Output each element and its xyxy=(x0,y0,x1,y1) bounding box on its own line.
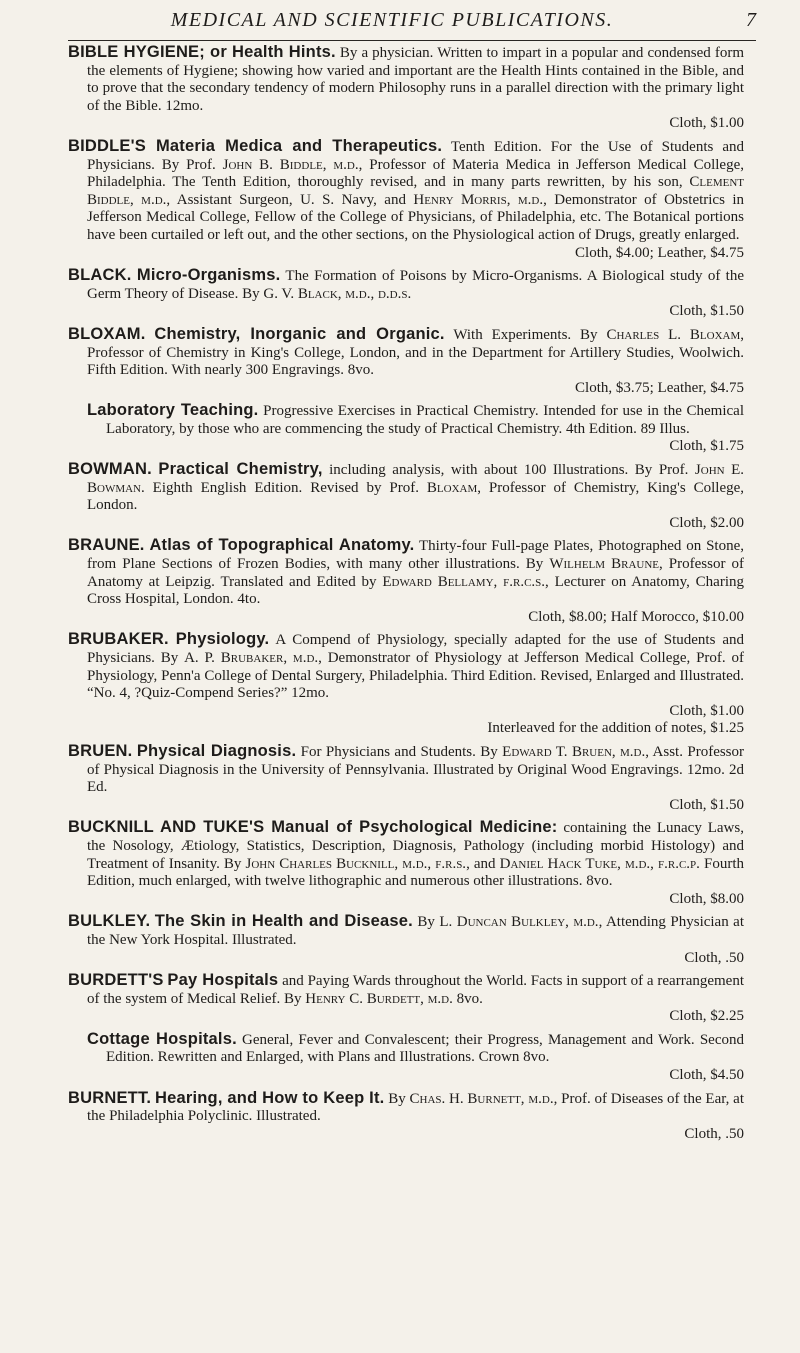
entry-heading: BOWMAN. xyxy=(68,460,152,479)
entry-author: Clement Biddle, m.d. xyxy=(87,174,744,208)
catalog-entry-burnett xyxy=(68,1090,744,1144)
entry-description: , Professor of Chemistry in King's College, London, and in the Department for Artillery Studies, Woolwich. Fifth Edition. With nearly 300 Engravings. 8vo. xyxy=(87,326,745,379)
entry-title: The Skin in Health and Disease. xyxy=(154,912,413,931)
entry-heading: BLACK. xyxy=(68,266,132,285)
entry-author: G. V. Black, m.d., d.d.s. xyxy=(263,285,412,302)
entry-description: Progressive Exercises in Practical Chemistry. Intended for use in the Chemical Laboratory, by those who are commencing the study of Practical Chemistry. 4th Edition. 89 Illus. xyxy=(106,403,744,437)
catalog-entries xyxy=(68,44,744,1143)
entry-author: Edward T. Bruen, m.d. xyxy=(502,743,646,760)
catalog-entry-bulkley xyxy=(68,913,744,967)
entry-price: Cloth, $4.50 xyxy=(669,1067,744,1084)
entry-author: John E. Bowman xyxy=(87,462,744,496)
entry-heading: BULKLEY. xyxy=(68,912,151,931)
entry-author: Charles L. Bloxam xyxy=(606,326,741,343)
entry-price: Cloth, $1.50 xyxy=(669,303,744,320)
entry-heading: BURNETT. xyxy=(68,1088,152,1107)
entry-description: By a physician. Written to impart in a popular and condensed form the elements of Hygiene; showing how varied and important are the Health Hints contained in the Bible, and to prove that the secondary tendency of modern Philosophy runs in a parallel direction with the primary light of the Bible. 12mo. xyxy=(87,45,744,114)
entry-heading: BLOXAM. xyxy=(68,324,146,343)
entry-description: containing the Lunacy Laws, the Nosology, Ætiology, Statistics, Description, Diagnosis, Pathology (including morbid Histology) and Treatment of Insanity. By xyxy=(87,820,744,872)
entry-description: Tenth Edition. For the Use of Students and Physicians. By Prof. xyxy=(87,138,744,173)
entry-author: Henry C. Burdett, m.d. xyxy=(305,990,453,1007)
running-head xyxy=(68,0,756,41)
page-number: 7 xyxy=(746,9,756,31)
entry-description: By xyxy=(384,1090,410,1107)
running-title: MEDICAL AND SCIENTIFIC PUBLICATIONS. xyxy=(170,9,614,31)
entry-description: Thirty-four Full-page Plates, Photographed on Stone, from Plane Sections of Frozen Bodies, with many other illustrations. By xyxy=(87,538,745,573)
entry-price: Cloth, $1.50 xyxy=(669,796,744,813)
entry-title: Physiology. xyxy=(175,630,270,649)
entry-description: , Demonstrator of Physiology at Jefferson Medical College, Prof. of Physiology, Penn'a College of Dental Surgery, Philadelphia. Third Edition. Revised, Enlarged and Illustrated. “No. 4, ?Quiz-Compend Series?” 12mo. xyxy=(87,650,744,702)
entry-description: . Eighth English Edition. Revised by Prof. xyxy=(141,479,427,496)
entry-author: Daniel Hack Tuke, m.d., f.r.c.p. xyxy=(499,855,700,872)
entry-description: , Assistant Surgeon, U. S. Navy, and xyxy=(166,191,414,208)
entry-description: , Demonstrator of Obstetrics in Jefferson Medical College, Fellow of the College of Physicians, of Philadelphia, etc. The Botanical portions have been curtailed or left out, and the other sections, on the Physiological action of Drugs, greatly enlarged. xyxy=(87,191,745,243)
entry-description: , and xyxy=(466,855,500,872)
entry-price-interleaved: Interleaved for the addition of notes, $1.25 xyxy=(487,720,744,737)
catalog-entry-bloxam xyxy=(68,326,744,397)
entry-price: Cloth, $3.75; Leather, $4.75 xyxy=(575,379,744,396)
entry-author: Henry Morris, m.d. xyxy=(413,191,544,208)
entry-title: Cottage Hospitals. xyxy=(87,1029,237,1048)
entry-author: A. P. Brubaker, m.d. xyxy=(184,650,319,666)
entry-price: Cloth, $4.00; Leather, $4.75 xyxy=(575,244,744,261)
entry-author: Wilhelm Braune xyxy=(549,556,659,573)
entry-price: Cloth, $1.00 xyxy=(669,702,744,719)
entry-title: Chemistry, Inorganic and Organic. xyxy=(154,324,445,343)
entry-author: Chas. H. Burnett, m.d. xyxy=(409,1090,554,1107)
entry-heading: BIDDLE'S Materia Medica and Therapeutics. xyxy=(68,136,443,155)
entry-author: Edward Bellamy, f.r.c.s. xyxy=(382,573,546,590)
entry-title: Micro-Organisms. xyxy=(136,266,281,285)
entry-description: , Prof. of Diseases of the Ear, at the Philadelphia Polyclinic. Illustrated. xyxy=(87,1090,744,1125)
entry-price: Cloth, $1.75 xyxy=(669,438,744,455)
entry-title: Practical Chemistry, xyxy=(158,460,323,479)
entry-description: Fourth Edition, much enlarged, with twelve lithographic and numerous other illustrations. 8vo. xyxy=(87,855,744,890)
entry-price: Cloth, $8.00 xyxy=(669,890,744,907)
catalog-entry-bucknill-tuke xyxy=(68,819,744,908)
entry-description: 8vo. xyxy=(452,990,483,1007)
entry-author: Bloxam xyxy=(426,479,478,496)
entry-description: By xyxy=(412,914,440,931)
entry-description: , Attending Physician at the New York Hospital. Illustrated. xyxy=(87,914,744,948)
catalog-entry-braune xyxy=(68,537,744,626)
entry-price: Cloth, $1.00 xyxy=(669,115,744,132)
entry-price: Cloth, .50 xyxy=(684,1125,744,1142)
entry-price: Cloth, $2.25 xyxy=(669,1008,744,1025)
entry-heading: BURDETT'S xyxy=(68,971,164,990)
entry-price: Cloth, $8.00; Half Morocco, $10.00 xyxy=(528,608,744,625)
catalog-entry-brubaker xyxy=(68,631,744,738)
catalog-entry-laboratory-teaching xyxy=(68,402,744,456)
entry-heading: BUCKNILL AND TUKE'S Manual of Psychological Medicine: xyxy=(68,818,558,837)
catalog-entry-cottage-hospitals xyxy=(68,1031,744,1085)
entry-description: , Asst. Professor of Physical Diagnosis in the University of Pennsylvania. Illustrated by Original Wood Engravings. 12mo. 2d Ed. xyxy=(87,743,745,796)
entry-heading: BRUBAKER. xyxy=(68,630,169,649)
catalog-entry-bible-hygiene xyxy=(68,44,744,133)
entry-description: For Physicians and Students. By xyxy=(296,743,503,760)
entry-description: , Professor of Materia Medica in Jefferson Medical College, Philadelphia. The Tenth Edition, thoroughly revised, and in many parts rewritten, by his son, xyxy=(87,156,744,191)
entry-description: General, Fever and Convalescent; their Progress, Management and Work. Second Edition. Rewritten and Enlarged, with Plans and Illustrations. Crown 8vo. xyxy=(106,1031,744,1066)
entry-title: Physical Diagnosis. xyxy=(136,741,297,760)
entry-author: L. Duncan Bulkley, m.d. xyxy=(439,914,599,931)
catalog-entry-biddle xyxy=(68,138,744,262)
entry-title: Hearing, and How to Keep It. xyxy=(154,1088,385,1107)
entry-title: Atlas of Topographical Anatomy. xyxy=(149,536,415,555)
catalog-entry-black xyxy=(68,267,744,321)
entry-title: Pay Hospitals xyxy=(167,971,279,990)
catalog-entry-bruen xyxy=(68,743,744,814)
entry-author: John Charles Bucknill, m.d., f.r.s. xyxy=(245,855,467,872)
entry-heading: BRAUNE. xyxy=(68,536,145,555)
catalog-entry-bowman xyxy=(68,461,744,532)
entry-description: , Lecturer on Anatomy, Charing Cross Hospital, London. 4to. xyxy=(87,573,745,608)
entry-title: Laboratory Teaching. xyxy=(87,401,259,420)
entry-description: A Compend of Physiology, specially adapted for the use of Students and Physicians. By xyxy=(87,632,744,666)
entry-description: and Paying Wards throughout the World. Facts in support of a rearrangement of the system of Medical Relief. By xyxy=(87,973,744,1007)
entry-heading: BRUEN. xyxy=(68,741,133,760)
entry-author: John B. Biddle, m.d. xyxy=(222,156,359,173)
entry-description: The Formation of Poisons by Micro-Organisms. A Biological study of the Germ Theory of Disease. By xyxy=(87,268,744,302)
entry-price: Cloth, $2.00 xyxy=(669,514,744,531)
entry-description: including analysis, with about 100 Illustrations. By Prof. xyxy=(322,462,695,479)
entry-description: With Experiments. By xyxy=(444,326,607,343)
entry-price: Cloth, .50 xyxy=(684,949,744,966)
catalog-entry-burdett xyxy=(68,972,744,1026)
entry-heading: BIBLE HYGIENE; or Health Hints. xyxy=(68,43,336,61)
entry-description: , Professor of Anatomy at Leipzig. Translated and Edited by xyxy=(87,556,745,590)
entry-description: , Professor of Chemistry, King's College, London. xyxy=(87,479,745,514)
